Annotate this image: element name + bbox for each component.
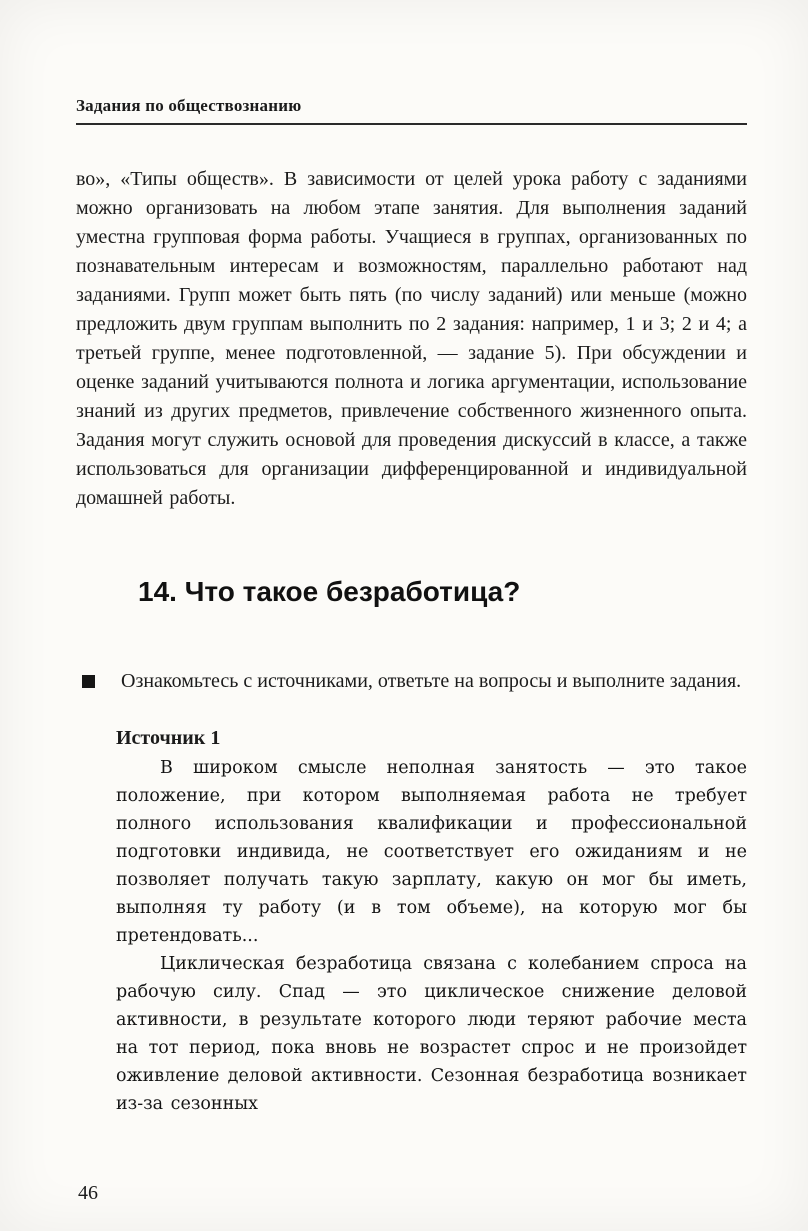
source-paragraph-2: Циклическая безработица связана с колебанием спроса на рабочую силу. Спад — это циклическое снижение деловой активности, в результате которого люди теряют рабочие места на тот период, пока вновь не возрастет спрос и не произойдет оживление деловой активности. Сезонная безработица возникает из-за сезонных [116,954,747,1114]
square-bullet-icon [82,675,95,688]
intro-paragraph: во», «Типы обществ». В зависимости от целей урока работу с заданиями можно организовать на любом этапе занятия. Для выполнения заданий уместна групповая форма работы. Учащиеся в группах, организованных по познавательным интересам и возможностям, параллельно работают над заданиями. Групп может быть пять (по числу заданий) или меньше (можно предложить двум группам выполнить по 2 задания: например, 1 и 3; 2 и 4; а третьей группе, менее подготовленной, — задание 5). При обсуждении и оценке заданий учитываются полнота и логика аргументации, использование знаний из других предметов, привлечение собственного жизненного опыта. Задания могут служить основой для проведения дискуссий в классе, а также использоваться для организации дифференцированной и индивидуальной домашней работы. [76,168,747,509]
task-instruction [76,667,747,696]
source-section [116,724,747,1118]
source-label: Источник 1 [116,727,221,749]
task-instruction-text: Ознакомьтесь с источниками, ответьте на вопросы и выполните задания. [121,670,742,692]
chapter-heading: 14. Что такое безработица? [138,576,521,607]
source-paragraph-1: В широком смысле неполная занятость — это такое положение, при котором выполняемая работа не требует полного использования квалификации и профессиональной подготовки индивида, не соответствует его ожиданиям и не позволяет получать такую зарплату, какую он мог бы иметь, выполняя ту работу (и в том объеме), на которую мог бы претендовать... [116,758,747,946]
header-title: Задания по обществознанию [76,96,302,115]
page-header [76,96,747,125]
page-number: 46 [78,1182,98,1204]
